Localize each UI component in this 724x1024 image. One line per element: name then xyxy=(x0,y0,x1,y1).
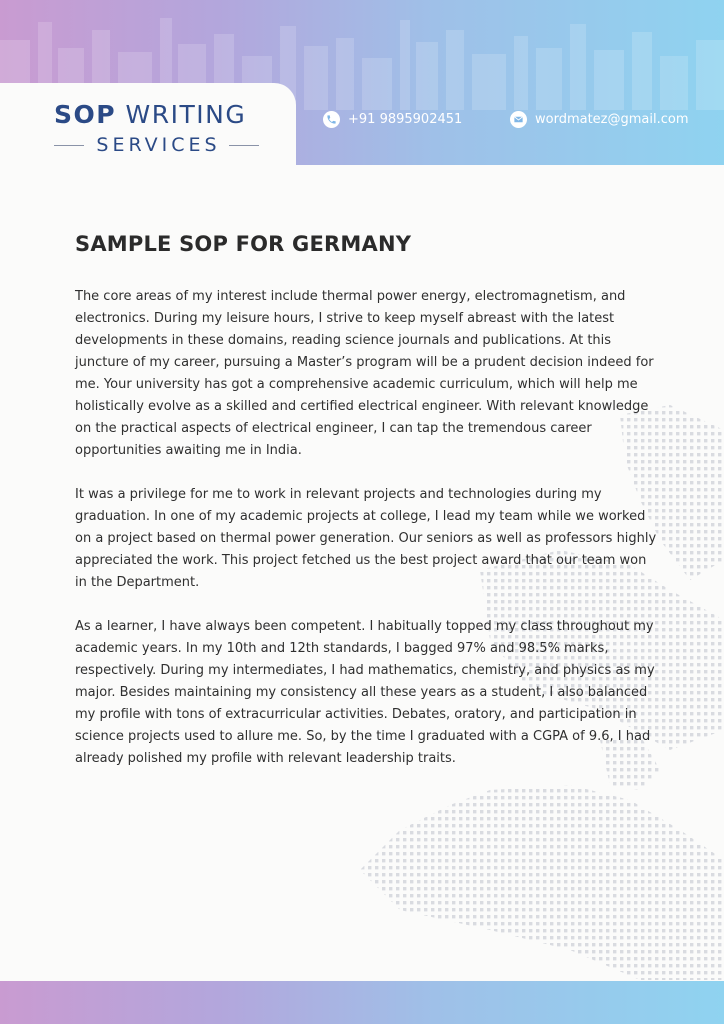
logo-services: SERVICES xyxy=(96,134,221,156)
logo-writing: WRITING xyxy=(125,100,247,129)
email-contact[interactable] xyxy=(510,111,689,128)
phone-icon xyxy=(323,111,340,128)
email-address: wordmatez@gmail.com xyxy=(535,112,689,127)
paragraph-academics: As a learner, I have always been competent. I habitually topped my class throughout my academic years. In my 10th and 12th standards, I bagged 97% and 98.5% marks, respectively. During my intermediates, I had mathematics, chemistry, and physics as my major. Besides maintaining my consistency all these years as a student, I also balanced my profile with tons of extracurricular activities. Debates, oratory, and participation in science projects used to allure me. So, by the time I graduated with a CGPA of 9.6, I had already polished my profile with relevant leadership traits. xyxy=(75,619,655,766)
paragraph-interests: The core areas of my interest include thermal power energy, electromagnetism, and electronics. During my leisure hours, I strive to keep myself abreast with the latest developments in these domains, reading science journals and publications. At this juncture of my career, pursuing a Master’s program will be a prudent decision indeed for me. Your university has got a comprehensive academic curriculum, which will help me holistically evolve as a skilled and certified electrical engineer. With relevant knowledge on the practical aspects of electrical engineer, I can tap the tremendous career opportunities awaiting me in India. xyxy=(75,289,654,458)
document-title: SAMPLE SOP FOR GERMANY xyxy=(75,232,412,256)
phone-number: +91 9895902451 xyxy=(348,112,463,127)
footer-banner xyxy=(0,981,724,1024)
paragraph-projects: It was a privilege for me to work in relevant projects and technologies during my graduation. In one of my academic projects at college, I lead my team while we worked on a project based on thermal power generation. Our seniors as well as professors highly appreciated the work. This project fetched us the best project award that our team won in the Department. xyxy=(75,487,657,590)
phone-contact[interactable] xyxy=(323,111,462,128)
mail-icon xyxy=(510,111,527,128)
logo-wordmark xyxy=(54,100,254,129)
logo-subtitle xyxy=(54,134,259,156)
logo-rule-right xyxy=(229,145,259,146)
logo-sop: SOP xyxy=(54,100,117,129)
document-body xyxy=(75,232,660,792)
logo-rule-left xyxy=(54,145,84,146)
